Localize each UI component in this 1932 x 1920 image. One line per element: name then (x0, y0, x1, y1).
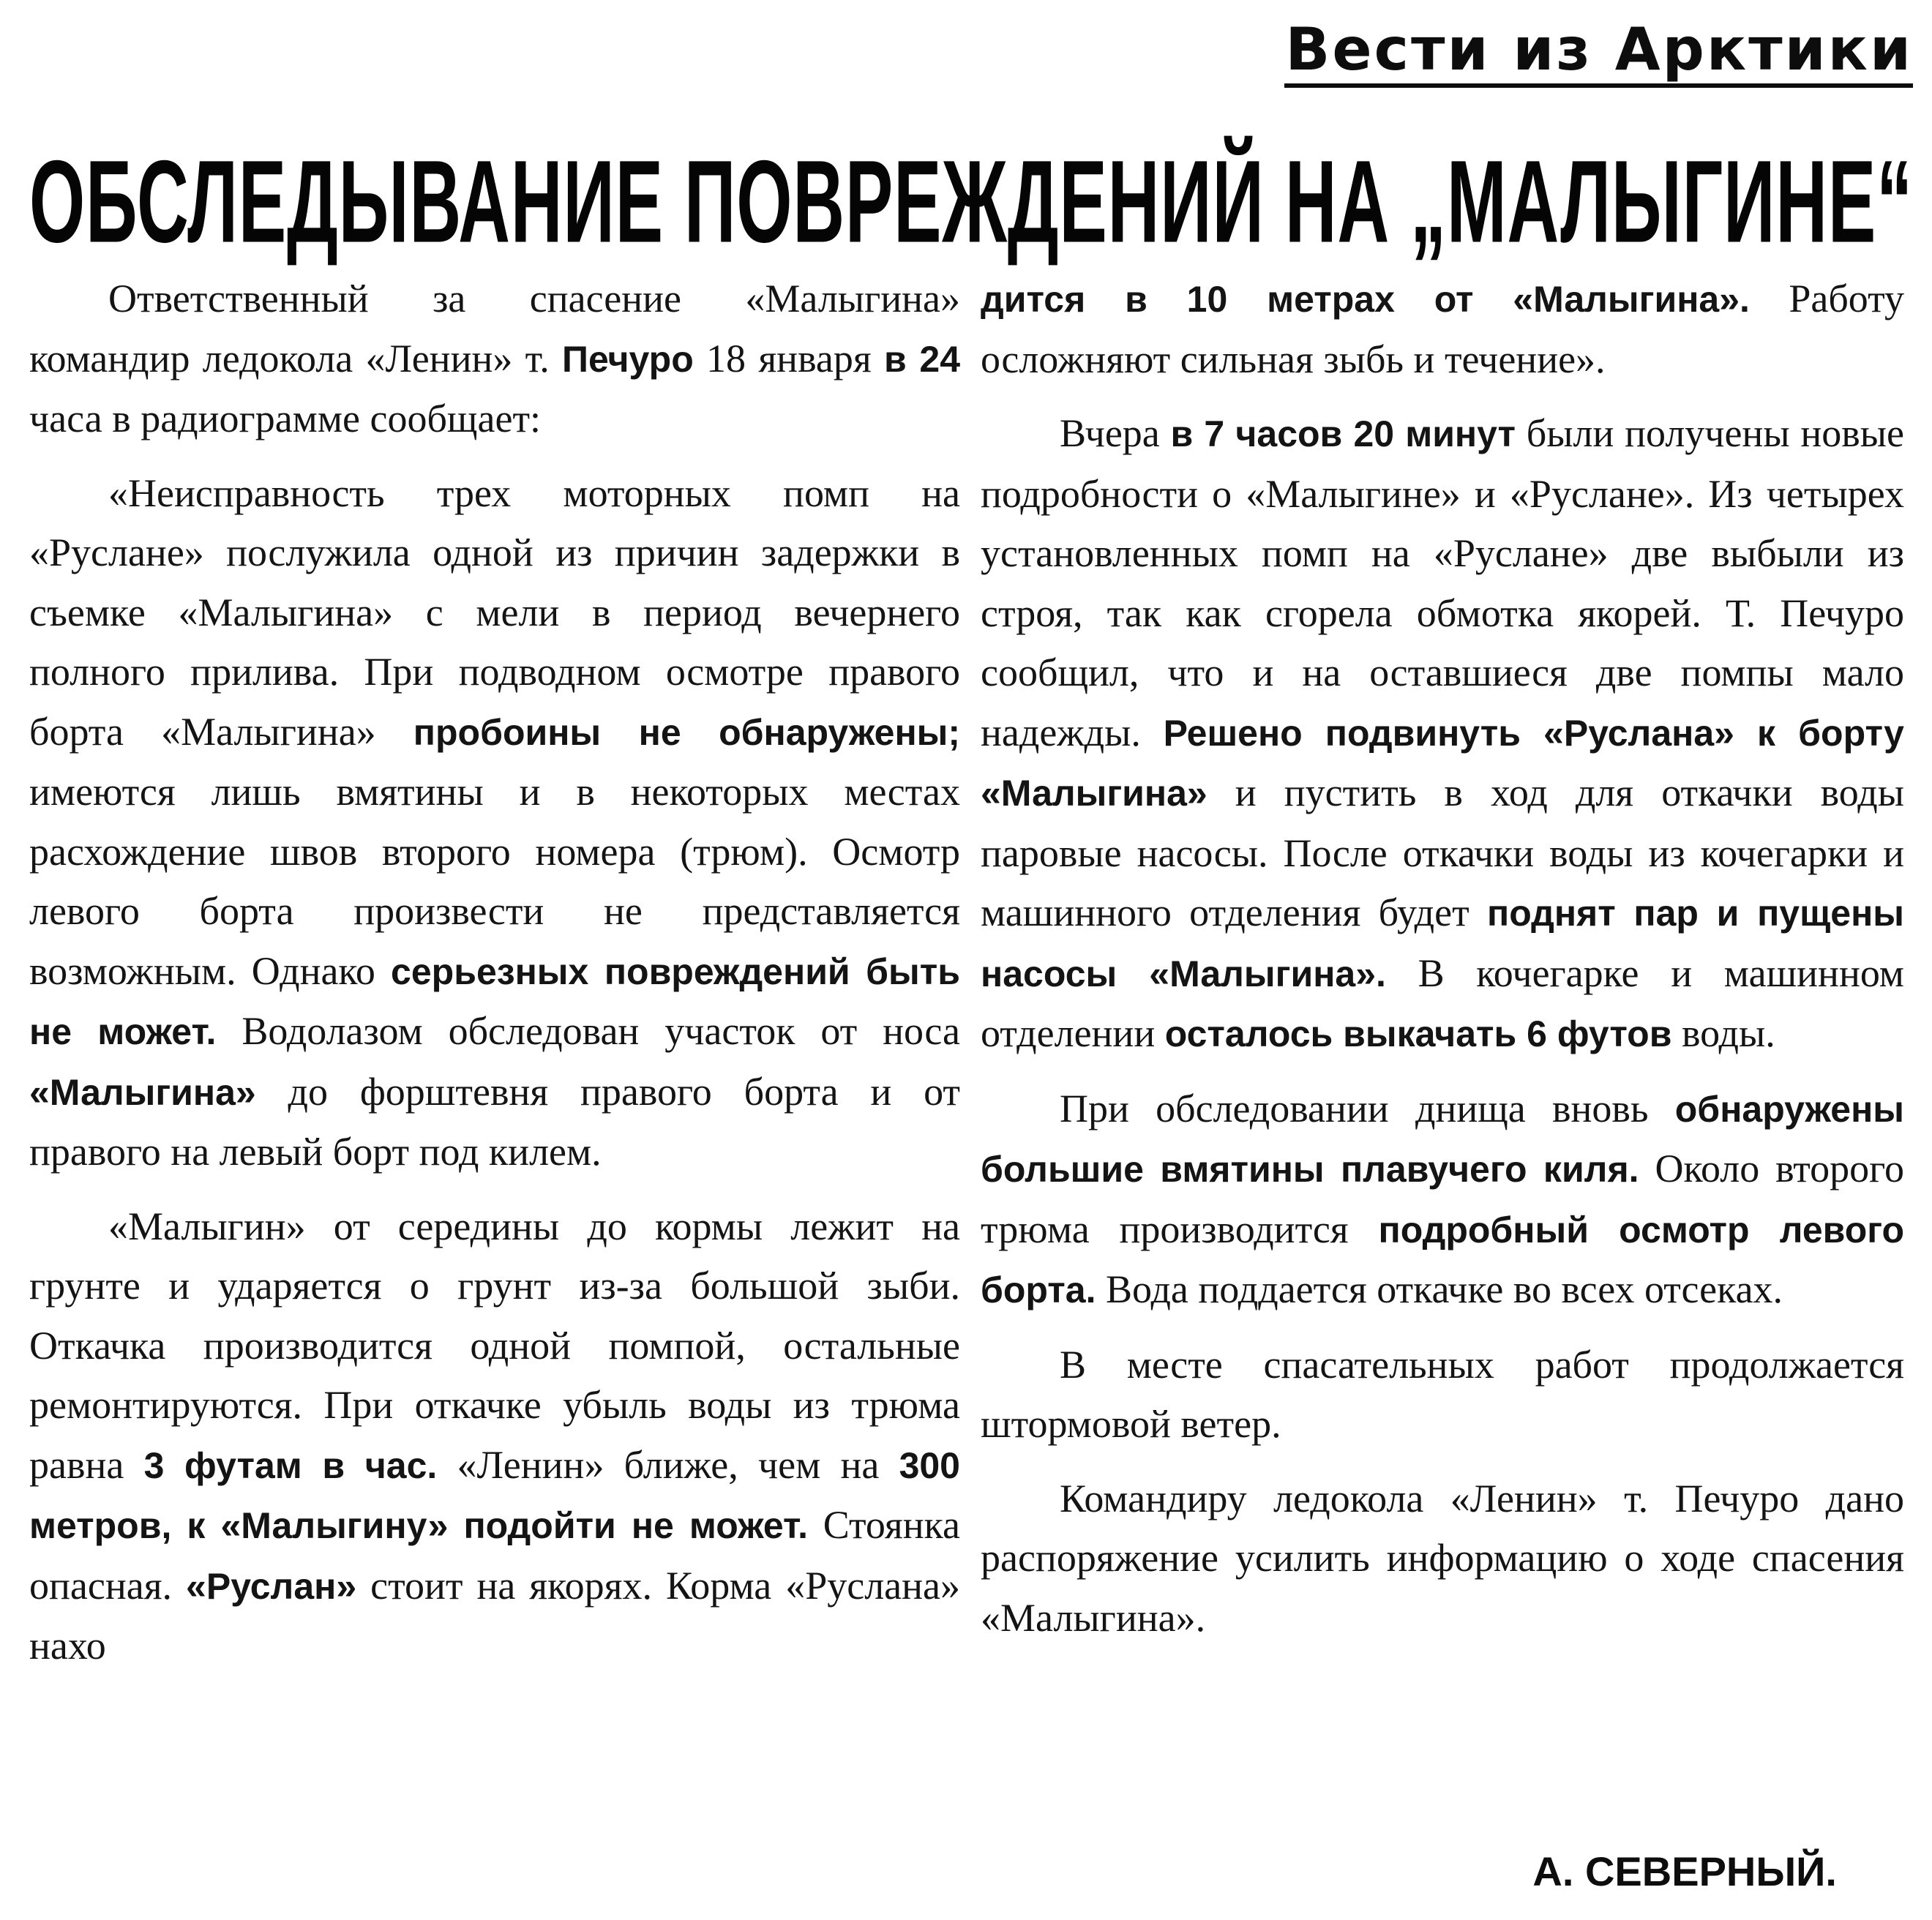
right-column (981, 269, 1904, 1662)
paragraph (981, 404, 1904, 1065)
text-run: Стоянка опасная. (29, 1503, 960, 1608)
text-run: «Ленин» ближе, чем на (437, 1442, 899, 1487)
paragraph (29, 464, 960, 1182)
paragraph (981, 269, 1904, 389)
text-run: Водолазом обследован участок от носа (216, 1009, 960, 1053)
paragraph (981, 1335, 1904, 1455)
text-run: В месте спасательных работ продолжается штормовой ветер. (981, 1342, 1904, 1446)
paragraph (29, 1197, 960, 1676)
text-run: воды. (1671, 1011, 1775, 1055)
bold-run: «Руслан» (186, 1565, 357, 1607)
bold-run: осталось выкачать 6 футов (1164, 1013, 1672, 1054)
text-run: Работу осложняют сильная зыбь и течение». (981, 277, 1904, 381)
text-run: стоит на якорях. Корма «Руслана» нахо (29, 1563, 960, 1668)
paragraph (29, 269, 960, 449)
rubric-heading: Вести из Арктики (1285, 15, 1913, 83)
text-run: Ответственный за спасение «Малыгина» командир ледокола «Ленин» т. (29, 277, 960, 380)
text-run: и пустить в ход для откачки воды паровые насосы. После откачки воды из кочегарки и машинного отделения будет (981, 770, 1904, 934)
bold-run: Печуро (562, 338, 694, 380)
text-run: Командиру ледокола «Ленин» т. Печуро дано распоряжение усилить информацию о ходе спасения «Малыгина». (981, 1476, 1904, 1640)
left-column (29, 269, 960, 1691)
bold-run: подробный осмотр левого борта. (981, 1209, 1904, 1310)
text-run: Около второго трюма производится (981, 1147, 1904, 1251)
bold-run: пробоины не обнаружены; (413, 711, 960, 753)
text-run: часа в радиограмме сообщает: (29, 397, 542, 440)
text-run: были получены новые подробности о «Малыгине» и «Руслане». Из четырех установленных помп на «Руслане» две выбыли из строя, так как сгорела обмотка якорей. Т. Печуро сообщил, что и на оставшиеся две помпы мало надежды. (981, 411, 1904, 754)
text-run: до форштевня правого борта и от правого на левый борт под килем. (29, 1069, 960, 1174)
bold-run: 3 футам в час. (143, 1444, 438, 1486)
text-run: 18 января (693, 336, 884, 380)
text-run: Вчера (1060, 411, 1171, 455)
text-run: Вода поддается откачке во всех отсеках. (1096, 1267, 1783, 1311)
author-signature: А. СЕВЕРНЫЙ. (1532, 1848, 1837, 1894)
text-run: «Неисправность трех моторных помп на «Руслане» послужила одной из причин задержки в съемке «Малыгина» с мели в период вечернего полного прилива. При подводном осмотре правого борта «Малыгина» (29, 470, 960, 754)
bold-run: в 7 часов 20 минут (1170, 413, 1516, 454)
bold-run: Решено подвинуть «Руслана» к борту «Малыгина» (981, 712, 1904, 814)
bold-run: поднят пар и пущены насосы «Малыгина». (981, 893, 1904, 994)
bold-run: обнаружены большие вмятины плавучего киля. (981, 1088, 1904, 1190)
bold-run: серьезных повреждений быть не может. (29, 950, 960, 1052)
text-run: «Малыгин» от середины до кормы лежит на грунте и ударяется о грунт из-за большой зыби. Откачка производится одной помпой, остальные ремонтируются. При откачке убыль воды из трюма равна (29, 1204, 960, 1487)
text-run: В кочегарке и машинном отделении (981, 950, 1904, 1055)
bold-run: 300 метров, к «Малыгину» подойти не может. (29, 1444, 960, 1546)
article-headline: ОБСЛЕДЫВАНИЕ ПОВРЕЖДЕНИЙ НА „МАЛЫГИНЕ“ (29, 135, 1913, 267)
text-run: имеются лишь вмятины и в некоторых местах расхождение швов второго номера (трюм). Осмотр левого борта произвести не представляется возможным. Однако (29, 770, 960, 993)
bold-run: «Малыгина» (29, 1071, 256, 1113)
text-run: При обследовании днища вновь (1060, 1086, 1675, 1130)
paragraph (981, 1079, 1904, 1321)
rubric-underline (1284, 83, 1913, 88)
paragraph (981, 1469, 1904, 1649)
bold-run: дится в 10 метрах от «Малыгина». (981, 279, 1750, 320)
bold-run: в 24 (883, 338, 961, 380)
